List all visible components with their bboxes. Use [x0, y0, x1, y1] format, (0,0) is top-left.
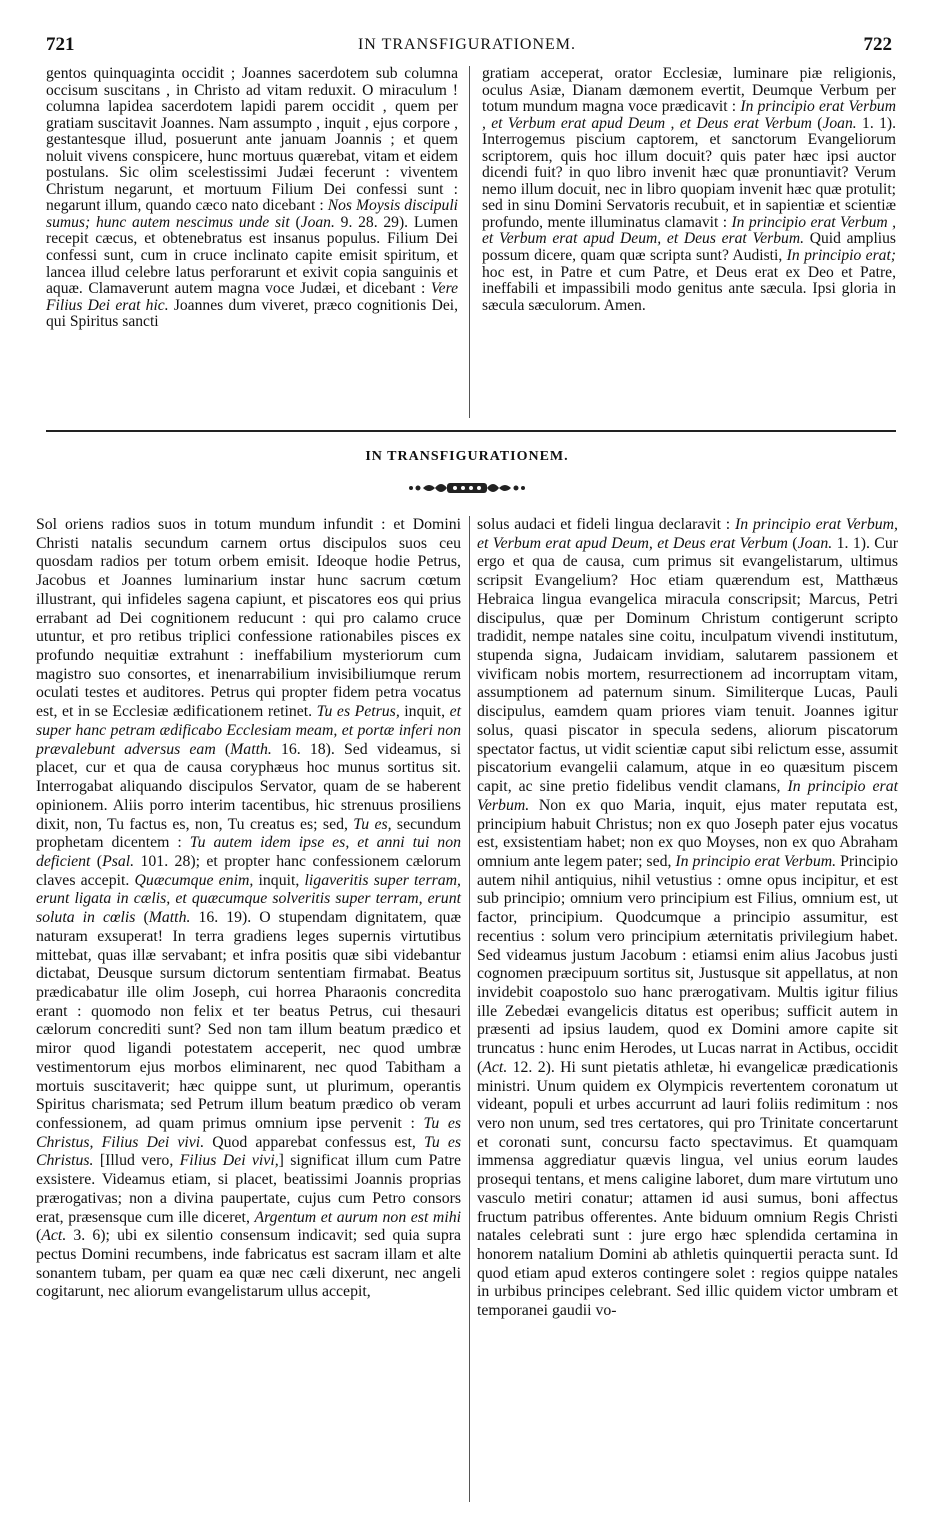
column-divider-bottom — [469, 516, 470, 1502]
bottom-left-column — [36, 516, 461, 1302]
italic-run: In principio erat; — [786, 247, 896, 265]
text-run: secundum prophetam dicentem : — [36, 815, 461, 852]
italic-run: Tu es Christus, Filius Dei vivi. — [36, 1115, 462, 1151]
text-run: 101. 28); et propter hanc confessionem cælorum claves accepit. — [36, 852, 461, 889]
italic-run: Matth. — [148, 909, 191, 927]
top-left-text — [46, 66, 458, 331]
column-divider-top — [469, 66, 470, 418]
top-right-column — [482, 66, 896, 314]
italic-run: Tu autem idem ipse es, et anni tui non deficient — [36, 834, 461, 870]
italic-run: Tu es, — [353, 815, 392, 833]
text-run: 12. 2). Hi sunt pietatis athletæ, hi evangelicæ prædicationis ministri. Unum quidem ex Olympicis revertentem coronatum ut videant, populi et urbes accurrunt ad lauri foliis redimitum : nos vero non unum, sed tres certatores, qui pro Trinitate concertarunt et coronati sunt, concursu facto spectavimus. Et quamquam immensa aggrediatur quævis lingua, vel unius eorum laudes prosequi tentans, et mens caligine laboret, dum mare virtutum uno vasculo metiri conatur; attamen id ausi sumus, boni affectus fructum patribus offerentes. Ante biduum omnium Regis Christi natales celebrati sunt : jure ergo hæc splendida certamina in honorem natalium Domini ab athletis quinquertii peracta sunt. Id quod etiam apud exteros contingere solet : regios quippe natales in urbibus principes celebrant. Sed illic quidem victor umbram et temporanei gaudii vo- — [477, 1058, 898, 1320]
italic-run: Tu es Petrus, — [316, 703, 400, 721]
top-left-column — [46, 66, 458, 331]
text-run: ( — [36, 1227, 42, 1245]
running-header — [40, 34, 894, 56]
italic-run: In principio erat Verbum. — [675, 852, 837, 870]
text-run: ( — [215, 740, 231, 758]
italic-run: Joan. — [797, 534, 833, 552]
text-run: 9. 28. 29). Lumen recepit cæcus, et obtenebratus est insanus populus. Filium Dei confessi sunt, cum in cruce inclinato capite emisit spiritum, et lancea illud celebre latus perforarunt et exivit copia sanguinis et aquæ. Clamaverunt autem magna voce Judæi, et dicebant : — [46, 213, 459, 298]
text-run: Quid amplius possum dicere, quam quæ scripta sunt? Audisti, — [482, 230, 896, 265]
text-run: Quod apparebat confessus est, — [204, 1133, 424, 1151]
text-run: 1. 1). Interrogemus piscium captorem, et sanctorum Evangeliorum scriptorem, quis hoc illum docuit? quis pater hæc ipsi auctor dicendi fuit? in quo libro invenit hæc quæ pronuntiavit? Verum nemo illum docuit, nec in libro quopiam invenit hæc quæ protulit; sed in sinu Domini Servatoris recubuit, et in sapientiæ et scientiæ profundo, mente illuminatus clamavit : — [482, 114, 896, 231]
italic-run: et super hanc petram ædificabo Ecclesiam meam, et portæ inferi non prævalebunt adversus eam — [36, 703, 461, 758]
text-run: Principio autem nihil antiquius, nihil vetustius : omne opus incipitur, et est sub principio; omnium vero principium est Filius, omnium est, ut factor, principium. Quodcumque a principio assumitur, est recentius : solum vero principium æternitatis privilegium habet. Sed videamus justum Jacobum : etiamsi enim alius Jacobus justi cognomen præcipuum sortitus sit, Justusque sit appellatus, at non invidebit coapostolo suo hanc prærogativam. Multis igitur filius ille Zebedæi evangelicis ditatus est operibus; sufficit autem in præsenti ad ipsius laudem, quod ex Domini amore capite sit truncatus : hunc enim Herodes, ut Lucas narrat in Actibus, occidit ( — [477, 852, 898, 1076]
italic-run: Joan. — [822, 114, 857, 132]
italic-run: Act. — [482, 1058, 508, 1076]
italic-run: In principio erat Verbum. — [477, 778, 898, 814]
italic-run: Psal. — [102, 852, 135, 870]
text-run: inquit, — [253, 871, 305, 889]
text-run: ( — [90, 852, 103, 870]
text-run: solus audaci et fideli lingua declaravit : — [477, 516, 735, 533]
text-run: Sol oriens radios suos in totum mundum infundit : et Domini Christi natalis secundum carnem ortus discipulos suos ceu quosdam radios per totum orbem emisit. Ideoque hodie Petrus, Jacobus et Joannes luminarium instar hunc sacrum cœtum illustrant, qui infideles sagena capiunt, et piscatores eos qui prius errabant ad Dei cognitionem reducunt : qui pro calamo cruce utuntur, et pro retibus triplici confessione rationabiles pisces ex profundo nequitiæ extrahunt : ineffabilium mysteriorum cum magistro suo consortes, et inenarrabilium invisibiliumque rerum oculati testes et auditores. Petrus qui propter fidem petra vocatus est, et in se Ecclesiæ ædificationem retinet. — [36, 516, 461, 721]
text-run: gratiam acceperat, orator Ecclesiæ, luminare piæ religionis, oculus Asiæ, Dianam dæmonem evertit, Deumque Verbum per totum mundum magna voce prædicavit : — [482, 65, 896, 116]
bottom-right-text — [477, 516, 898, 1321]
text-run: [Illud vero, — [93, 1152, 180, 1170]
ornament-divider — [407, 480, 527, 496]
text-run: 16. 18). Sed videamus, si placet, cur et qua de causa coryphæus hoc munus sortitus sit. Interrogabat aliquando discipulos Servator, quam de se haberent opinionem. Aliis porro interim tacentibus, hic strenuus prosiliens dixit, non, Tu factus es, non, Tu creatus es; sed, — [36, 740, 461, 833]
text-run: ] significat illum cum Patre exsistere. Videamus etiam, si placet, beatissimi Joannis proprias prærogativas; non a divina paupertate, cujus cum Petro consors erat, præsensque cum ille diceret, — [36, 1152, 461, 1226]
italic-run: In principio erat Verbum , et Verbum erat apud Deum, et Deus erat Verbum. — [482, 213, 896, 248]
text-run: 3. 6); ubi ex silentio consensum indicavit; sed quia supra pectus Domini recumbens, inde fabricatus est sacram illam et alte sonantem tubam, per quam ea quæ nec cæli dixerunt, nec angeli cogitarunt, nec aliorum evangelistarum ullus accepit, — [36, 1227, 461, 1301]
italic-run: ligaveritis super terram, erunt ligata in cælis, et quæcumque solveritis super terram, erunt soluta in cœlis — [36, 871, 461, 927]
italic-run: In principio erat Verbum, et Verbum erat apud Deum, et Deus erat Verbum — [477, 516, 898, 552]
text-run: 16. 19). O stupendam dignitatem, quæ naturam exsuperat! In terra gradiens leges supernis virtutibus mittebat, quas illæ servabant; et infra positis quæ sibi videbantur dictabat, Deusque sursum dictorum sententiam firmabat. Beatus prædicabatur ille olim Joseph, cui horrea Pharaonis concredita erant : quomodo non felix et ter beatus Petrus, cui thesauri cælorum concrediti sunt? Sed non tam illum beatum prædico et miror quod ligandi potestatem acceperit, nec quod umbræ vestimentorum ejus morbos eliminarent, nec quod Tabitham a mortuis suscitaverit; hæc quippe sunt, ut plurimum, operantis Spiritus charismata; sed Petrum illum beatum prædico ob veram confessionem, ad quam primus omnium ipse pervenit : — [36, 909, 462, 1132]
italic-run: Filius Dei vivi, — [179, 1152, 279, 1170]
italic-run: Act. — [41, 1227, 67, 1245]
text-run: gentos quinquaginta occidit ; Joannes sacerdotem sub columna occisum suscitans , in Christo ad vitam reduxit. O miraculum ! columna lapidea sacerdotem lapidi parem occidit , quem per gratiam suscitavit Joannes. Nam assumpto , inquit , ejus corpore , gestantesque illud, posuerunt ante januam Joannis ; et quem noluit vivens conspicere, hunc mortuus quærebat, vitam et eidem postulans. Sic olim scelestissimi Judæi fecerunt : viventem Christum negarunt, et mortuum Filium Dei confessi sunt : negarunt illum, quando cæco nato dicebant : — [46, 65, 458, 215]
section-title: IN TRANSFIGURATIONEM. — [365, 449, 569, 464]
italic-run: Argentum et aurum non est mihi — [254, 1208, 461, 1226]
italic-run: In principio erat Verbum , et Verbum erat apud Deum , et Deus erat Verbum — [482, 98, 896, 132]
running-title: IN TRANSFIGURATIONEM. — [357, 36, 577, 53]
italic-run: Nos Moysis discipuli sumus; hunc autem nescimus unde sit — [46, 197, 458, 231]
italic-run: Quæcumque enim, — [134, 871, 254, 889]
italic-run: Joan. — [300, 213, 335, 231]
bottom-right-column — [477, 516, 898, 1321]
text-run: Non ex quo Maria, inquit, ejus mater reputata est, principium habuit Christus; non ex quo Joseph pater ejus vocatus est, exsistentiam habet; non ex quo Moyses, non ex quo Abraham omnium ante legem pater; sed, — [477, 796, 898, 870]
text-run: ( — [811, 114, 823, 132]
text-run: ( — [787, 534, 798, 552]
page-number-right: 722 — [863, 34, 892, 55]
text-run: ( — [289, 213, 301, 231]
section-rule — [46, 430, 896, 432]
italic-run: Vere Filius Dei erat hic. — [46, 280, 458, 314]
bottom-left-text — [36, 516, 461, 1302]
text-run: ( — [135, 909, 149, 927]
text-run: inquit, — [399, 703, 450, 721]
top-right-text — [482, 66, 896, 314]
text-run: 1. 1). Cur ergo et qua de causa, cum primus sit evangelistarum, ultimus scripsit Evangelium? Hoc etiam quærendum est, Matthæus Hebraica lingua evangelica miracula conscripsit; Marcus, Petri discipulus, quæ per Dominum Christum contigerunt scripto tradidit, nempe natales sine coitu, inculpatum vivendi institutum, stupenda signa, Judaicam invidiam, salutarem passionem et vivificam nobis mortem, resurrectionem ad incorruptam vitam, assumptionem ad paternum sinum. Similiterque Lucas, Pauli discipulus, eamdem quam priores viam tenuit. Joannes igitur solus, quasi piscator in specula sedens, aliorum piscatorum spectator factus, ut vidit scientiæ caput sibi relictum esse, assumit piscatorium evangelii calamum, atque in eo quæsitum piscem capit, ac sine pretio fidelibus vendit clamans, — [477, 534, 899, 796]
italic-run: Matth. — [230, 740, 272, 758]
text-run: hoc est, in Patre et cum Patre, et Deus erat ex Deo et Patre, ineffabili et impassibili modo genitus ante sæcula. Ipsi gloria in sæcula sæculorum. Amen. — [482, 263, 896, 314]
text-run: Joannes dum viveret, præco cognitionis Dei, qui Spiritus sancti — [46, 296, 458, 331]
page-number-left: 721 — [46, 34, 75, 55]
italic-run: Tu es Christus. — [36, 1133, 461, 1170]
